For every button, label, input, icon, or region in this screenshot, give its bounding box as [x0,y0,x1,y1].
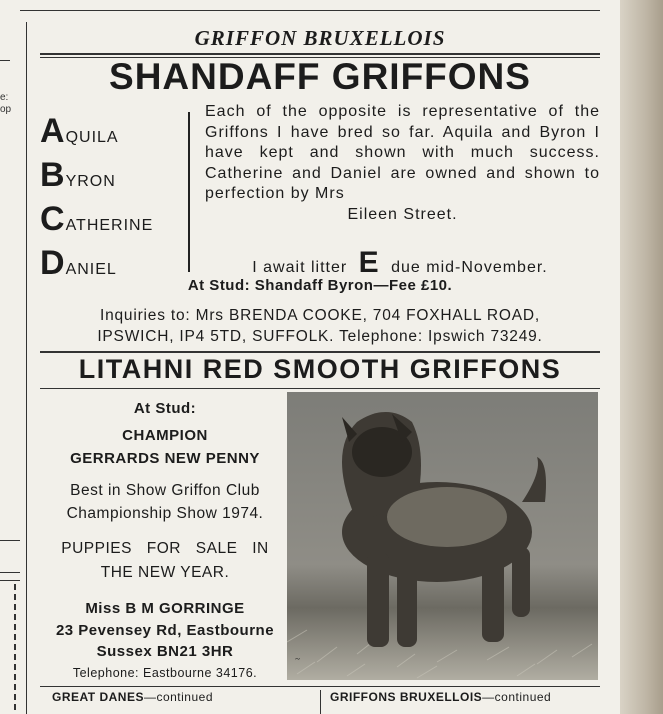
litter-text: I await litter [252,259,348,276]
award-line: Best in Show Griffon Club [70,482,260,499]
ad-description [205,102,600,225]
litter-text: due mid-November. [391,259,548,276]
name-initial: C [40,200,66,238]
name-initial: B [40,156,66,194]
dog-name-catherine [40,198,154,238]
margin-text [0,92,11,116]
dog-name-aquila [40,110,153,150]
name-initial: A [40,112,66,150]
dog-names-list [40,110,153,286]
inquiries-line: Inquiries to: Mrs BRENDA COOKE, 704 FOXHALL ROAD, [99,307,541,324]
ad-title-litahni: LITAHNI RED SMOOTH GRIFFONS [78,354,562,384]
ad-divider [40,351,600,353]
name-rest: QUILA [65,129,119,146]
griffon-dog-photo [287,392,598,680]
footer-divider [320,690,321,714]
footer-right-rest: —continued [482,690,552,704]
dog-name-byron [40,154,153,194]
dog-photo-icon [287,392,598,680]
dog-name-daniel [40,242,153,282]
address-line: Sussex BN21 3HR [96,643,234,660]
telephone: Telephone: Eastbourne 34176. [72,666,258,680]
stud-fee: At Stud: Shandaff Byron—Fee £10. [187,277,453,294]
litter-notice [200,246,600,280]
names-divider [188,112,190,272]
margin-rule [0,572,20,573]
margin-rule [0,580,20,581]
footer-left-rest: —continued [143,690,213,704]
photo-signature: ~ [295,654,300,664]
section-header: GRIFFON BRUXELLOIS [194,26,446,50]
name-rest: ATHERINE [65,217,154,234]
footer-left-bold: GREAT DANES [52,690,144,704]
margin-rule [0,540,20,541]
puppies-line: THE NEW YEAR. [100,564,230,581]
address-line: 23 Pevensey Rd, Eastbourne [55,622,275,639]
footer-left [52,690,213,704]
adjacent-page-edge [620,0,663,714]
name-rest: ANIEL [65,261,117,278]
description-last-line: Eileen Street. [347,205,458,223]
ad-title-rule [40,388,600,389]
award-line: Championship Show 1974. [66,505,264,522]
margin-rule [0,60,10,61]
name-rest: YRON [65,173,116,190]
margin-border [14,584,16,710]
owner-name: Miss B M GORRINGE [85,600,245,617]
ad-title-shandaff: SHANDAFF GRIFFONS [109,56,531,97]
name-initial: D [40,244,66,282]
litter-letter: E [358,246,380,279]
at-stud-label: At Stud: [133,400,197,417]
column-rule [26,22,27,714]
inquiries-line: IPSWICH, IP4 5TD, SUFFOLK. Telephone: Ipswich 73249. [97,328,543,345]
margin-text-line: op [0,104,12,115]
champion-label: CHAMPION [122,427,208,444]
top-rule [20,10,600,11]
margin-text-line: e: [0,92,9,103]
footer-right-bold: GRIFFONS BRUXELLOIS [330,690,483,704]
dog-name: GERRARDS NEW PENNY [70,450,260,467]
inquiries [40,305,600,347]
description-text: Each of the opposite is representative of the Griffons I have bred so far. Aquila and Byron I have kept and shown with much success. Catherine and Daniel are owned and shown to perfection by Mrs [205,103,600,202]
puppies-line: PUPPIES FOR SALE IN [61,540,269,557]
footer-right [330,690,551,704]
footer-rule [40,686,600,687]
header-rule [40,53,600,55]
